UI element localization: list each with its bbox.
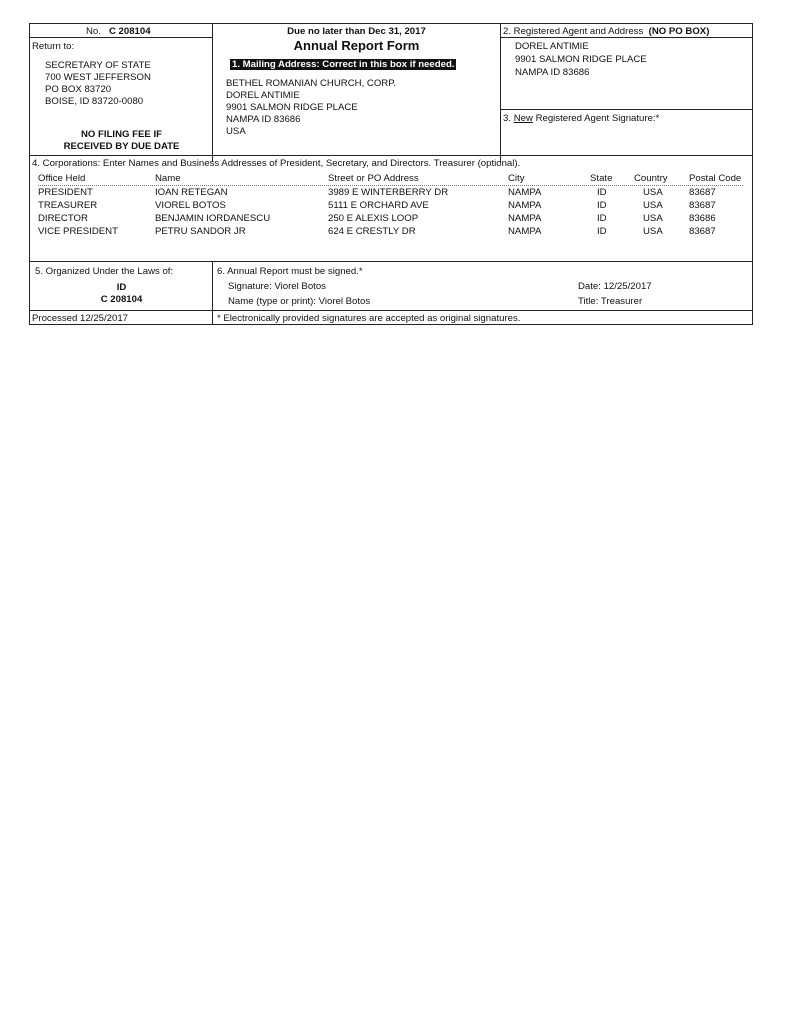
officer-street: 3989 E WINTERBERRY DR — [328, 187, 449, 198]
agent-address-line: DOREL ANTIMIE — [515, 41, 589, 52]
signer-name-field: Name (type or print): Viorel Botos — [228, 296, 371, 307]
annual-report-form — [29, 23, 753, 325]
officer-state: ID — [597, 200, 607, 211]
officer-name: BENJAMIN IORDANESCU — [155, 213, 271, 224]
agent-address-line: NAMPA ID 83686 — [515, 67, 590, 78]
officer-country: USA — [643, 213, 663, 224]
column-header: Street or PO Address — [328, 173, 419, 184]
agent-address-line: 9901 SALMON RIDGE PLACE — [515, 54, 647, 65]
officer-city: NAMPA — [508, 200, 542, 211]
officer-state: ID — [597, 187, 607, 198]
officer-postal: 83687 — [689, 200, 716, 211]
page-title: Annual Report Form — [293, 38, 420, 53]
officer-postal: 83686 — [689, 213, 716, 224]
divider — [500, 37, 753, 38]
form-number-label: No. — [86, 26, 101, 37]
officer-name: PETRU SANDOR JR — [155, 226, 246, 237]
mailing-address-line: USA — [226, 126, 246, 137]
column-header: Office Held — [38, 173, 86, 184]
fee-note: RECEIVED BY DUE DATE — [63, 141, 180, 152]
mailing-address-line: DOREL ANTIMIE — [226, 90, 300, 101]
column-header: Name — [155, 173, 181, 184]
organized-label: 5. Organized Under the Laws of: — [35, 266, 174, 277]
office-held: VICE PRESIDENT — [38, 226, 118, 237]
new-agent-signature-new: New — [513, 113, 533, 124]
mailing-address-heading-text: 1. Mailing Address: Correct in this box if needed. — [232, 59, 455, 70]
form-number-value: C 208104 — [108, 26, 151, 37]
agent-heading — [503, 26, 709, 37]
officer-country: USA — [643, 200, 663, 211]
mailing-address-line: BETHEL ROMANIAN CHURCH, CORP. — [226, 78, 397, 89]
column-header: State — [590, 173, 613, 184]
divider — [212, 261, 213, 325]
officer-street: 624 E CRESTLY DR — [328, 226, 416, 237]
signature-date: Date: 12/25/2017 — [578, 281, 652, 292]
mailing-address-line: 9901 SALMON RIDGE PLACE — [226, 102, 358, 113]
new-agent-signature-number: 3. — [503, 113, 512, 124]
office-held: PRESIDENT — [38, 187, 93, 198]
signer-title: Title: Treasurer — [578, 296, 643, 307]
office-held: TREASURER — [38, 200, 98, 211]
divider — [500, 24, 501, 162]
column-header: Postal Code — [689, 173, 742, 184]
column-header: City — [508, 173, 525, 184]
column-header: Country — [634, 173, 668, 184]
mailing-address-line: NAMPA ID 83686 — [226, 114, 301, 125]
due-date: Due no later than Dec 31, 2017 — [287, 26, 426, 37]
processed-date: Processed 12/25/2017 — [32, 313, 129, 324]
officer-city: NAMPA — [508, 187, 542, 198]
officer-name: IOAN RETEGAN — [155, 187, 228, 198]
officer-country: USA — [643, 226, 663, 237]
return-address-line: 700 WEST JEFFERSON — [45, 72, 151, 83]
officers-heading: 4. Corporations: Enter Names and Business Addresses of President, Secretary, and Directors. Treasurer (optional). — [32, 158, 521, 169]
officer-street: 250 E ALEXIS LOOP — [328, 213, 419, 224]
officer-state: ID — [597, 226, 607, 237]
return-address-line: PO BOX 83720 — [45, 84, 112, 95]
office-held: DIRECTOR — [38, 213, 88, 224]
agent-heading-text: 2. Registered Agent and Address — [503, 26, 644, 37]
fee-note: NO FILING FEE IF — [80, 129, 162, 140]
officer-postal: 83687 — [689, 226, 716, 237]
officer-street: 5111 E ORCHARD AVE — [328, 200, 429, 211]
divider — [30, 155, 753, 156]
officer-postal: 83687 — [689, 187, 716, 198]
return-address-line: BOISE, ID 83720-0080 — [45, 96, 144, 107]
agent-heading-no-po: (NO PO BOX) — [648, 26, 710, 37]
divider — [500, 109, 753, 110]
form-number — [86, 26, 151, 37]
new-agent-signature-label — [503, 113, 659, 124]
divider — [30, 310, 753, 311]
return-to-label: Return to: — [32, 41, 75, 52]
column-header-rule — [38, 185, 743, 186]
organized-number: C 208104 — [100, 294, 143, 305]
divider — [30, 37, 213, 38]
mailing-address-heading — [230, 59, 456, 70]
signature-heading: 6. Annual Report must be signed.* — [217, 266, 363, 277]
new-agent-signature-text: Registered Agent Signature:* — [535, 113, 660, 124]
officer-city: NAMPA — [508, 226, 542, 237]
officer-country: USA — [643, 187, 663, 198]
officer-name: VIOREL BOTOS — [155, 200, 226, 211]
signature-field: Signature: Viorel Botos — [228, 281, 326, 292]
officer-city: NAMPA — [508, 213, 542, 224]
organized-state: ID — [116, 282, 127, 293]
officer-state: ID — [597, 213, 607, 224]
return-address-line: SECRETARY OF STATE — [45, 60, 151, 71]
divider — [30, 261, 753, 262]
signature-note: * Electronically provided signatures are accepted as original signatures. — [217, 313, 521, 324]
